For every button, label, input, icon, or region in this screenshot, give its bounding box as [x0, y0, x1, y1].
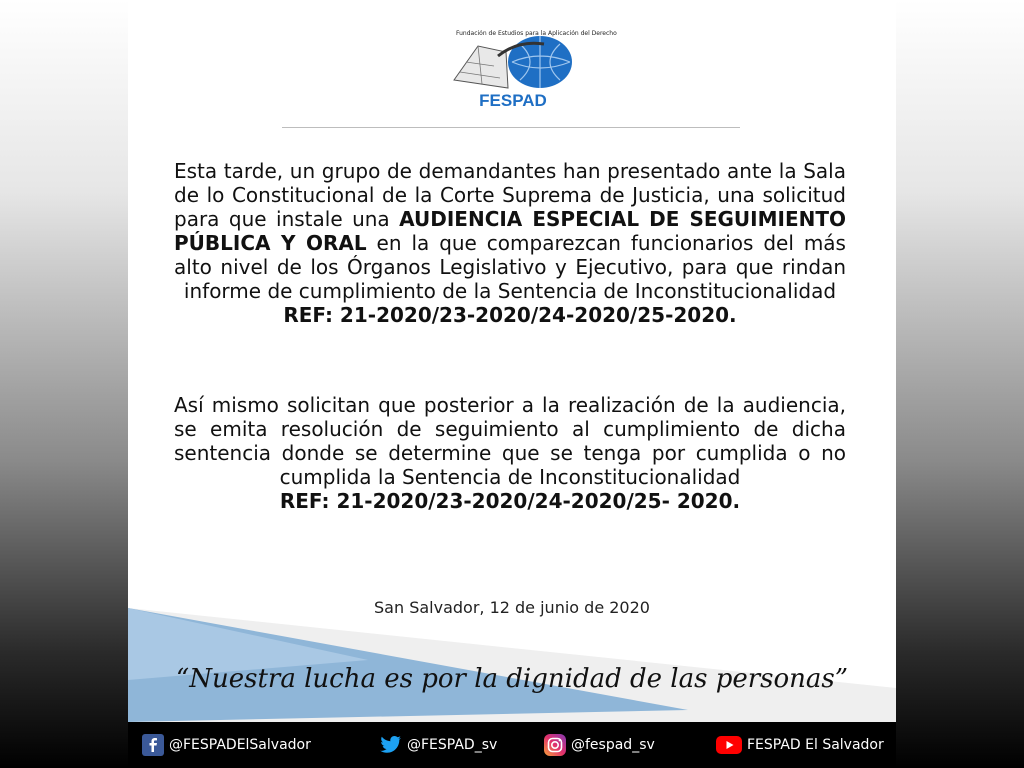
paragraph-1-bold: AUDIENCIA ESPECIAL DE SEGUIMIENTO PÚBLICA Y ORAL [174, 207, 846, 255]
instagram-icon [544, 734, 566, 756]
instagram-handle: @fespad_sv [571, 737, 655, 753]
logo-wordmark: FESPAD [479, 91, 547, 110]
youtube-icon [716, 736, 742, 754]
document-page [128, 0, 896, 768]
youtube-channel: FESPAD El Salvador [747, 737, 884, 753]
paragraph-1-text-b: en la que comparezcan funcionarios del más alto nivel de los Órganos Legislativo y Ejecutivo, para que rindan informe de cumplimiento de la Sentencia de Inconstitucionalidad [174, 231, 846, 303]
social-footer [128, 722, 896, 768]
decorative-wave [128, 560, 896, 730]
paragraph-2 [174, 393, 846, 513]
twitter-icon [378, 735, 402, 755]
facebook-icon [142, 734, 164, 756]
facebook-handle: @FESPADElSalvador [169, 737, 311, 753]
paragraph-1-text-a: Esta tarde, un grupo de demandantes han presentado ante la Sala de lo Constitucional de la Corte Suprema de Justicia, una solicitud para que instale una [174, 159, 846, 231]
header-divider [282, 127, 740, 128]
instagram-link[interactable] [544, 734, 655, 756]
facebook-link[interactable] [142, 734, 311, 756]
fespad-logo [448, 22, 617, 110]
twitter-handle: @FESPAD_sv [407, 737, 498, 753]
youtube-link[interactable] [716, 736, 884, 754]
twitter-link[interactable] [378, 735, 497, 755]
motto: “Nuestra lucha es por la dignidad de las personas” [175, 664, 849, 694]
paragraph-1 [174, 159, 846, 327]
paragraph-2-ref: REF: 21-2020/23-2020/24-2020/25- 2020. [279, 489, 741, 513]
date-line: San Salvador, 12 de junio de 2020 [374, 598, 650, 617]
paragraph-2-text: Así mismo solicitan que posterior a la realización de la audiencia, se emita resolución de seguimiento al cumplimiento de dicha sentencia donde se determine que se tenga por cumplida o no cumplida la Sentencia de Inconstitucionalidad [174, 393, 846, 489]
svg-text:Fundación de Estudios para la: Fundación de Estudios para la Aplicación del Derecho [456, 30, 617, 37]
paragraph-1-ref: REF: 21-2020/23-2020/24-2020/25-2020. [283, 303, 737, 327]
